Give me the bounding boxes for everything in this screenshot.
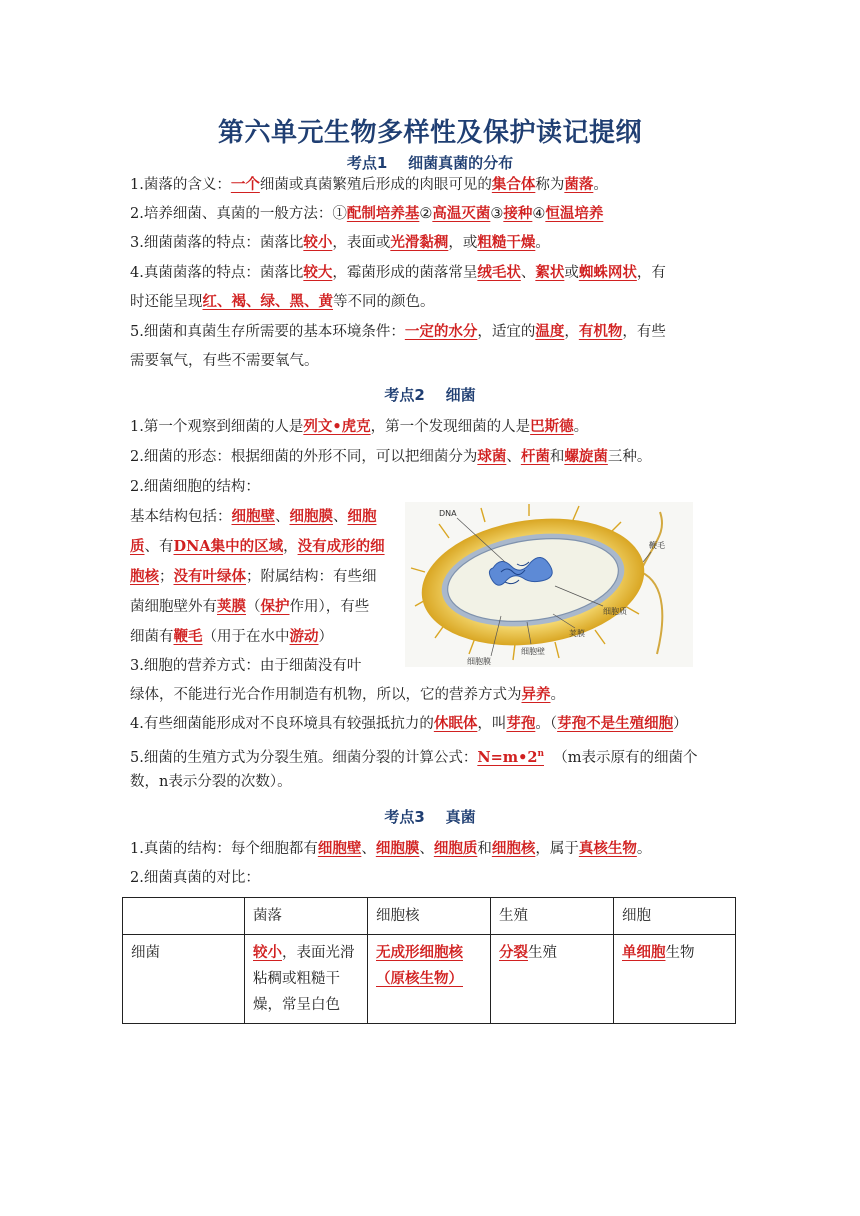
answer: 较大 [303,264,333,281]
line-nutrition: 3.细胞的营养方式：由于细菌没有叶 [130,658,362,674]
label-capsule: 荚膜 [569,629,585,638]
answer: 荚膜 [217,598,246,615]
answer: DNA集中的区域 [173,538,284,555]
section-name: 细菌 [445,386,476,404]
answer: 菌落 [564,176,594,193]
line-conditions: 5.细菌和真菌生存所需要的基本环境条件：一定的水分，适宜的温度，有机物，有些 [130,323,666,340]
section-label: 考点3 [384,808,425,826]
line-structure-4: 菌细胞壁外有荚膜（保护作用），有些 [130,598,370,615]
answer: 胞核 [130,568,159,585]
table-cell-reproduction: 分裂生殖 [491,935,614,1024]
answer: 列文•虎克 [303,418,371,435]
line-structure-title: 2.细菌细胞的结构： [130,479,260,495]
answer: 高温灭菌 [432,205,491,222]
answer: 巴斯德 [530,418,574,435]
answer: 鞭毛 [173,628,203,645]
answer: 真核生物 [578,840,637,857]
table-cell-cell: 单细胞生物 [614,935,736,1024]
answer: 质 [130,538,145,555]
line-structure-1: 基本结构包括：细胞壁、细胞膜、细胞 [130,508,377,525]
answer: 配制培养基 [346,205,420,222]
comparison-table [122,897,736,1024]
answer: 保护 [260,598,290,615]
answer: 螺旋菌 [564,448,608,465]
line-fungi-colony-cont: 时还能呈现红、褐、绿、黑、黄等不同的颜色。 [130,293,435,310]
line-reproduction-cont: 数，n表示分裂的次数）。 [130,774,292,790]
answer: 较小 [303,234,333,251]
answer: 球菌 [477,448,507,465]
line-fungi-structure: 1.真菌的结构：每个细胞都有细胞壁、细胞膜、细胞质和细胞核，属于真核生物。 [130,840,652,857]
line-conditions-cont: 需要氧气，有些不需要氧气。 [130,353,319,369]
answer: 杆菌 [520,448,550,465]
answer: 蜘蛛网状 [578,264,637,281]
answer: 细胞质 [433,840,478,857]
answer: 一定的水分 [404,323,478,340]
answer: 细胞壁 [231,508,275,525]
label-cytoplasm: 细胞质 [603,607,627,616]
answer: 接种 [503,205,533,222]
answer: 集合体 [491,176,536,193]
table-header-cell: 细胞 [614,898,736,935]
section-heading-3 [0,806,860,827]
line-structure-2: 质、有DNA集中的区域，没有成形的细 [130,538,385,555]
table-header-cell: 菌落 [245,898,368,935]
answer: 一个 [230,176,260,193]
line-comparison-title: 2.细菌真菌的对比： [130,870,260,886]
answer: 细胞膜 [289,508,333,525]
line-shapes: 2.细菌的形态：根据细菌的外形不同，可以把细菌分为球菌、杆菌和螺旋菌三种。 [130,448,652,465]
answer: 细胞核 [491,840,536,857]
answer: 粗糙干燥 [477,234,536,251]
answer: 芽孢不是生殖细胞 [557,715,674,732]
bacterium-diagram [405,502,693,667]
label-cell-wall: 细胞壁 [521,647,545,656]
table-cell-name: 细菌 [123,935,245,1024]
answer: 光滑黏稠 [390,234,449,251]
line-structure-5: 细菌有鞭毛（用于在水中游动） [130,628,333,645]
line-colony-definition: 1.菌落的含义：一个细菌或真菌繁殖后形成的肉眼可见的集合体称为菌落。 [130,176,608,193]
line-reproduction: 5.细菌的生殖方式为分裂生殖。细菌分裂的计算公式：$N=m•2^n$ （m表示原有的细菌个 [130,748,698,766]
section-label: 考点2 [384,386,425,404]
answer: 温度 [535,323,565,340]
table-row [123,935,736,1024]
bacterium-illustration [405,502,693,667]
table-cell-colony: 较小，表面光滑 粘稠或粗糙干 燥，常呈白色 [245,935,368,1024]
line-nutrition-cont: 绿体，不能进行光合作用制造有机物，所以，它的营养方式为异养。 [130,686,565,703]
answer: 红、褐、绿、黑、黄 [202,293,333,310]
section-label: 考点1 [346,154,388,172]
table-cell-nucleus: 无成形细胞核 （原核生物） [368,935,491,1024]
label-flagellum: 鞭毛 [649,541,665,550]
document-title: 第六单元生物多样性及保护读记提纲 [217,118,642,148]
line-spore: 4.有些细菌能形成对不良环境具有较强抵抗力的休眠体，叫芽孢。（芽孢不是生殖细胞） [130,715,688,732]
table-header-row [123,898,736,935]
section-name: 真菌 [445,808,476,826]
label-dna: DNA [439,509,457,518]
section-heading-2 [0,384,860,405]
answer: 细胞 [347,508,377,525]
answer: 绒毛状 [477,264,521,281]
answer: 没有成形的细 [297,538,385,555]
section-heading-1 [0,152,860,173]
answer: 絮状 [535,264,565,281]
answer: 芽孢 [506,715,536,732]
answer: 游动 [289,628,319,645]
answer: 细胞壁 [317,840,362,857]
line-discoverers: 1.第一个观察到细菌的人是列文•虎克，第一个发现细菌的人是巴斯德。 [130,418,589,435]
line-fungi-colony: 4.真菌菌落的特点：菌落比较大，霉菌形成的菌落常呈绒毛状、絮状或蜘蛛网状，有 [130,264,666,281]
flagellum-shape [641,512,662,654]
label-membrane: 细胞膜 [467,657,491,666]
answer: 恒温培养 [545,205,604,222]
answer: 有机物 [578,323,623,340]
line-culture-method: 2.培养细菌、真菌的一般方法：①配制培养基②高温灭菌③接种④恒温培养 [130,205,604,222]
line-bacteria-colony: 3.细菌菌落的特点：菌落比较小，表面或光滑黏稠，或粗糙干燥。 [130,234,550,251]
table-header-cell: 生殖 [491,898,614,935]
answer: 异养 [521,686,551,703]
answer: 休眠体 [433,715,478,732]
answer: 细胞膜 [375,840,420,857]
formula: $N=m•2^n$ [477,748,544,766]
table-header-cell [123,898,245,935]
section-name: 细菌真菌的分布 [408,154,514,172]
line-structure-3: 胞核；没有叶绿体；附属结构：有些细 [130,568,377,585]
answer: 没有叶绿体 [173,568,246,585]
table-header-cell: 细胞核 [368,898,491,935]
